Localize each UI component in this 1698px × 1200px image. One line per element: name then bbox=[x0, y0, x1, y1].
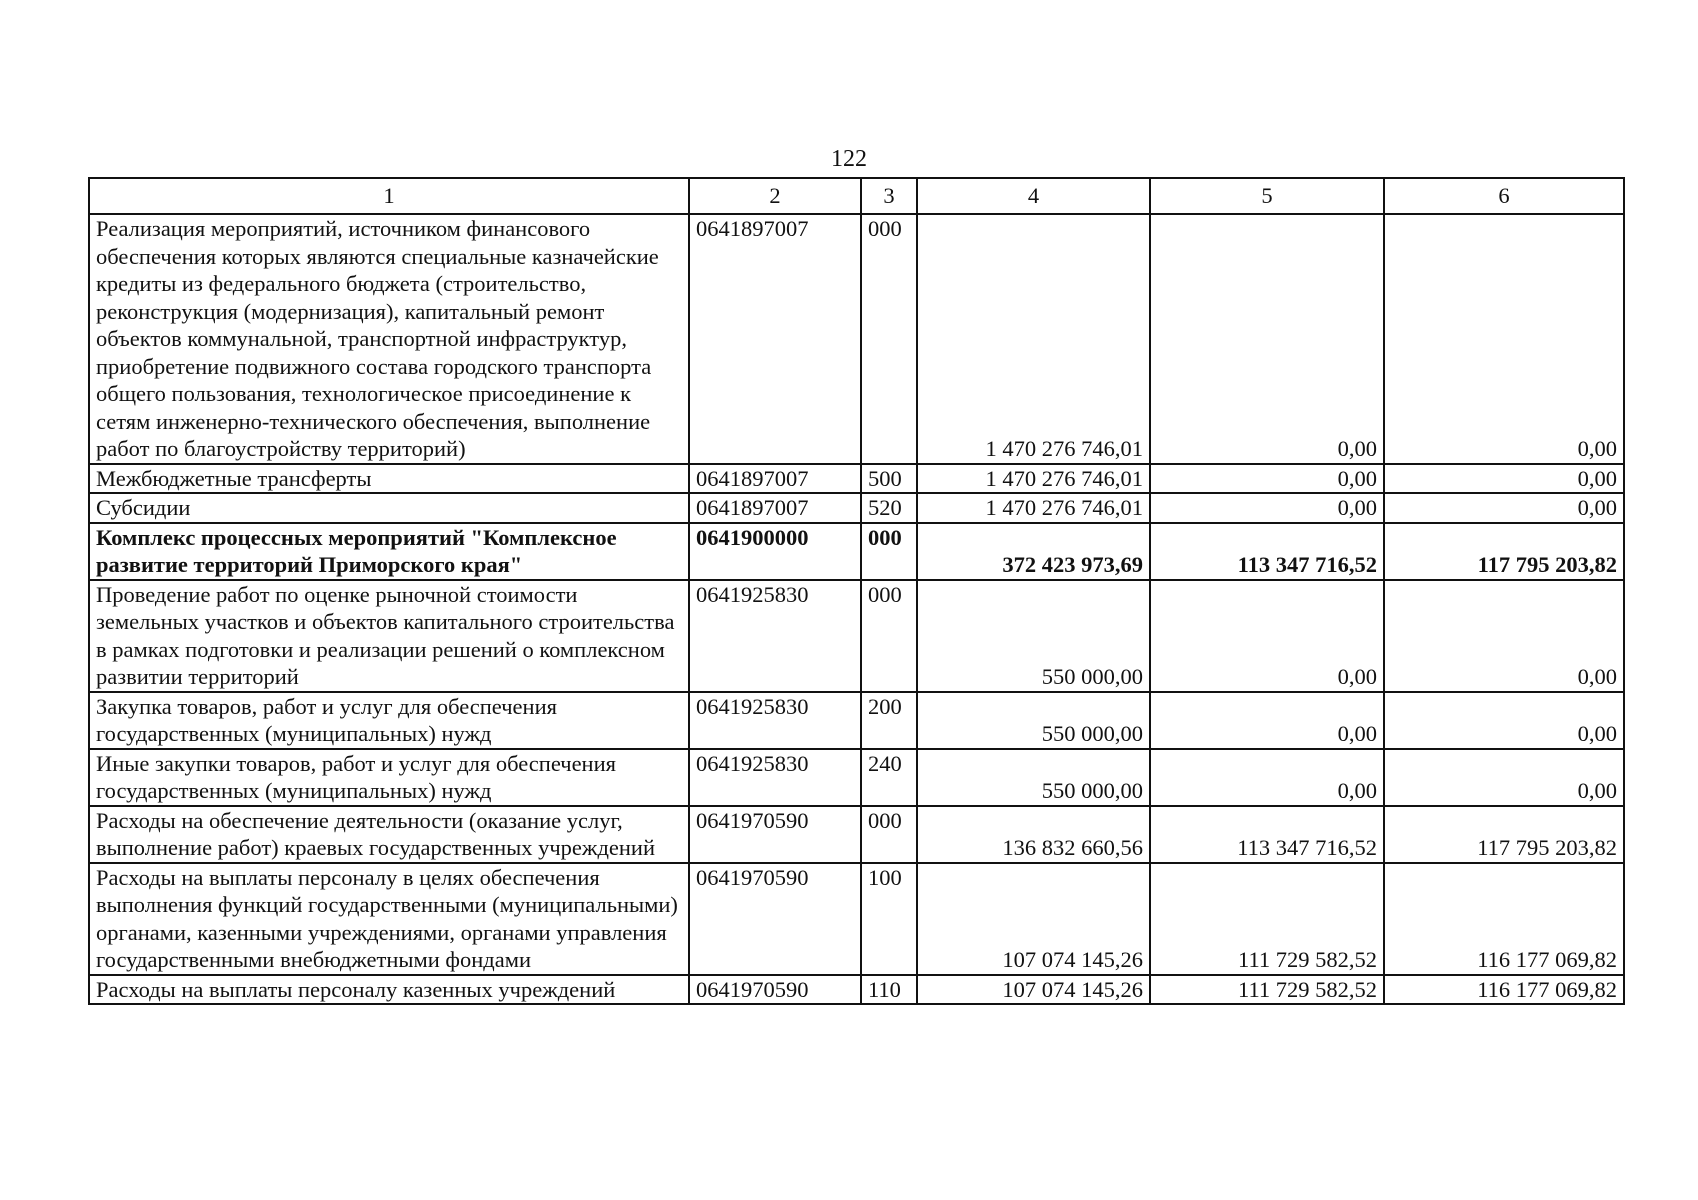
row-amount-6: 0,00 bbox=[1384, 580, 1624, 692]
row-amount-6: 0,00 bbox=[1384, 464, 1624, 494]
row-code: 0641897007 bbox=[689, 464, 861, 494]
row-amount-5: 0,00 bbox=[1150, 580, 1384, 692]
row-amount-5: 111 729 582,52 bbox=[1150, 975, 1384, 1005]
row-expense-type: 110 bbox=[861, 975, 917, 1005]
row-amount-6: 0,00 bbox=[1384, 749, 1624, 806]
column-header: 5 bbox=[1150, 178, 1384, 214]
row-code: 0641897007 bbox=[689, 214, 861, 464]
row-expense-type: 240 bbox=[861, 749, 917, 806]
row-expense-type: 000 bbox=[861, 580, 917, 692]
row-amount-6: 116 177 069,82 bbox=[1384, 863, 1624, 975]
row-amount-5: 0,00 bbox=[1150, 214, 1384, 464]
row-amount-4: 550 000,00 bbox=[917, 749, 1150, 806]
row-amount-4: 1 470 276 746,01 bbox=[917, 214, 1150, 464]
row-name: Закупка товаров, работ и услуг для обеспечения государственных (муниципальных) нужд bbox=[89, 692, 689, 749]
row-amount-4: 136 832 660,56 bbox=[917, 806, 1150, 863]
column-header: 2 bbox=[689, 178, 861, 214]
table-row bbox=[89, 464, 1624, 494]
row-amount-6: 117 795 203,82 bbox=[1384, 523, 1624, 580]
row-code: 0641897007 bbox=[689, 493, 861, 523]
row-amount-4: 550 000,00 bbox=[917, 580, 1150, 692]
row-name: Проведение работ по оценке рыночной стоимости земельных участков и объектов капитального строительства в рамках подготовки и реализации решений о комплексном развитии территорий bbox=[89, 580, 689, 692]
row-code: 0641900000 bbox=[689, 523, 861, 580]
table-row bbox=[89, 749, 1624, 806]
row-amount-5: 113 347 716,52 bbox=[1150, 523, 1384, 580]
row-name: Иные закупки товаров, работ и услуг для обеспечения государственных (муниципальных) нужд bbox=[89, 749, 689, 806]
row-amount-5: 111 729 582,52 bbox=[1150, 863, 1384, 975]
column-header: 6 bbox=[1384, 178, 1624, 214]
row-name: Расходы на выплаты персоналу в целях обеспечения выполнения функций государственными (муниципальными) органами, казенными учреждениями, органами управления государственными внебюджетными фондами bbox=[89, 863, 689, 975]
table-header-row bbox=[89, 178, 1624, 214]
row-amount-6: 116 177 069,82 bbox=[1384, 975, 1624, 1005]
row-code: 0641970590 bbox=[689, 806, 861, 863]
row-name: Расходы на обеспечение деятельности (оказание услуг, выполнение работ) краевых государственных учреждений bbox=[89, 806, 689, 863]
row-code: 0641970590 bbox=[689, 863, 861, 975]
row-amount-4: 1 470 276 746,01 bbox=[917, 493, 1150, 523]
row-amount-5: 0,00 bbox=[1150, 493, 1384, 523]
table-row bbox=[89, 692, 1624, 749]
row-name: Субсидии bbox=[89, 493, 689, 523]
row-amount-5: 0,00 bbox=[1150, 464, 1384, 494]
row-name: Комплекс процессных мероприятий "Комплексное развитие территорий Приморского края" bbox=[89, 523, 689, 580]
row-code: 0641970590 bbox=[689, 975, 861, 1005]
row-name: Реализация мероприятий, источником финансового обеспечения которых являются специальные казначейские кредиты из федерального бюджета (строительство, реконструкция (модернизация), капитальный ремонт объектов коммунальной, транспортной инфраструктур, приобретение подвижного состава городского транспорта общего пользования, технологическое присоединение к сетям инженерно-технического обеспечения, выполнение работ по благоустройству территорий) bbox=[89, 214, 689, 464]
row-expense-type: 200 bbox=[861, 692, 917, 749]
table-row bbox=[89, 214, 1624, 464]
row-expense-type: 100 bbox=[861, 863, 917, 975]
column-header: 3 bbox=[861, 178, 917, 214]
row-code: 0641925830 bbox=[689, 580, 861, 692]
row-expense-type: 520 bbox=[861, 493, 917, 523]
table-row bbox=[89, 975, 1624, 1005]
row-amount-6: 0,00 bbox=[1384, 493, 1624, 523]
row-expense-type: 000 bbox=[861, 806, 917, 863]
row-expense-type: 500 bbox=[861, 464, 917, 494]
row-expense-type: 000 bbox=[861, 523, 917, 580]
row-code: 0641925830 bbox=[689, 749, 861, 806]
row-name: Межбюджетные трансферты bbox=[89, 464, 689, 494]
column-header: 4 bbox=[917, 178, 1150, 214]
row-name: Расходы на выплаты персоналу казенных учреждений bbox=[89, 975, 689, 1005]
row-amount-5: 113 347 716,52 bbox=[1150, 806, 1384, 863]
row-amount-6: 117 795 203,82 bbox=[1384, 806, 1624, 863]
row-amount-5: 0,00 bbox=[1150, 692, 1384, 749]
row-code: 0641925830 bbox=[689, 692, 861, 749]
row-amount-6: 0,00 bbox=[1384, 692, 1624, 749]
table-row bbox=[89, 863, 1624, 975]
row-amount-6: 0,00 bbox=[1384, 214, 1624, 464]
row-amount-4: 550 000,00 bbox=[917, 692, 1150, 749]
table-row bbox=[89, 493, 1624, 523]
budget-table bbox=[88, 177, 1625, 1005]
page-number: 122 bbox=[831, 146, 867, 172]
row-amount-5: 0,00 bbox=[1150, 749, 1384, 806]
row-amount-4: 1 470 276 746,01 bbox=[917, 464, 1150, 494]
row-amount-4: 107 074 145,26 bbox=[917, 863, 1150, 975]
column-header: 1 bbox=[89, 178, 689, 214]
table-row bbox=[89, 580, 1624, 692]
table-row bbox=[89, 523, 1624, 580]
row-expense-type: 000 bbox=[861, 214, 917, 464]
row-amount-4: 372 423 973,69 bbox=[917, 523, 1150, 580]
row-amount-4: 107 074 145,26 bbox=[917, 975, 1150, 1005]
table-row bbox=[89, 806, 1624, 863]
